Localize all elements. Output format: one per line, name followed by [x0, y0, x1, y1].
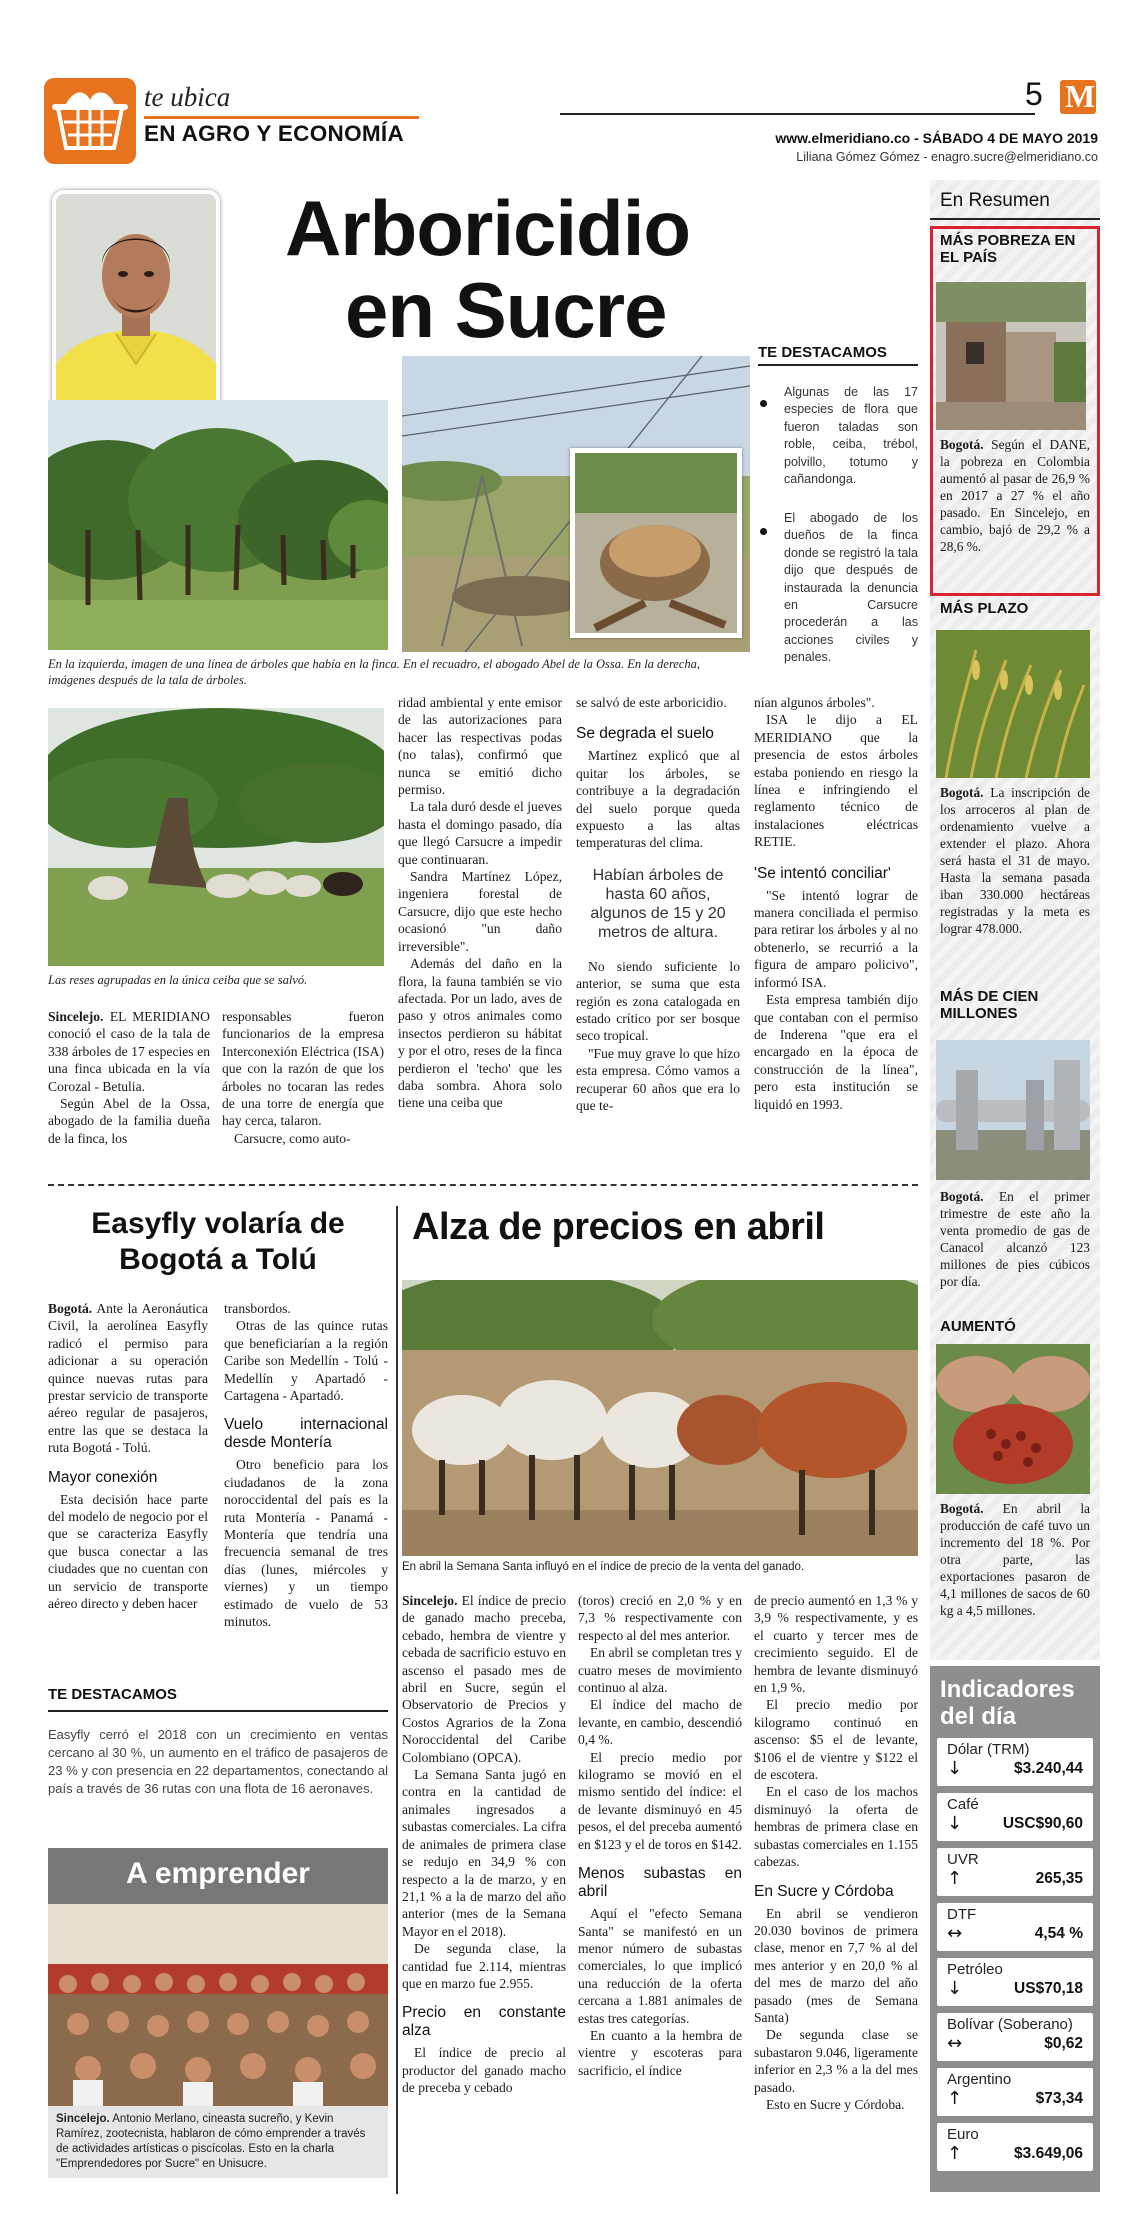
- easyfly-column-2: [224, 1300, 388, 1631]
- article-title-line2: en Sucre: [345, 266, 667, 354]
- slum-photo: [936, 282, 1086, 430]
- paragraph: En cuanto a la hembra de vientre y escoteras para sacrificio, el índice: [578, 2027, 742, 2078]
- paragraph: Otras de las quince rutas que beneficiarían a la región Caribe son Medellín - Tolú - Medellín y Apartadó - Cartagena - Apartadó.: [224, 1318, 388, 1404]
- subheading: Mayor conexión: [48, 1468, 158, 1486]
- paragraph: No siendo suficiente lo anterior, se suma que esta región es zona catalogada en estado crítico por ser bosque seco tropical.: [576, 958, 740, 1044]
- paragraph: se salvó de este arboricidio.: [576, 695, 727, 710]
- paragraph: ridad ambiental y ente emisor de las autorizaciones para hacer las respectivas podas (no talas), confirmó que nunca se emitió dicho permiso.: [398, 695, 562, 798]
- indicator-value: $3.649,06: [1014, 2145, 1083, 2162]
- paragraph: "Fue muy grave lo que hizo esta empresa. Cómo vamos a recuperar 60 años que era lo que te-: [576, 1045, 740, 1114]
- site-date: www.elmeridiano.co - SÁBADO 4 DE MAYO 2019: [775, 130, 1098, 146]
- paragraph: EL MERIDIANO conoció el caso de la tala de 338 árboles de 17 especies en una finca ubicada en la vía Corozal - Betulia.: [48, 1009, 210, 1094]
- article-column-1: [48, 1008, 210, 1147]
- indicator-row: [937, 1848, 1093, 1896]
- indicator-value: $3.240,44: [1014, 1760, 1083, 1777]
- alza-column-3: [754, 1592, 918, 2113]
- resumen-title: En Resumen: [940, 190, 1050, 211]
- easyfly-destacamos-heading: TE DESTACAMOS: [48, 1686, 177, 1703]
- indicator-value: US$70,18: [1014, 1980, 1083, 1997]
- resumen-text: [940, 784, 1090, 937]
- paragraph: Otro beneficio para los ciudadanos de la zona noroccidental del país es la ruta Montería - Panamá - Montería que tendría una frecuencia semanal de tres días (lunes, miércoles y viernes) y un tiempo estimado de vuelo de 53 minutos.: [224, 1457, 388, 1630]
- column-rule: [396, 1206, 398, 2194]
- paragraph: nían algunos árboles".: [754, 695, 875, 710]
- resumen-heading: MÁS PLAZO: [940, 600, 1029, 617]
- subheading: Menos subastas en abril: [578, 1865, 742, 1901]
- trend-flat-icon: ↔: [947, 2033, 963, 2054]
- indicator-row: [937, 1738, 1093, 1786]
- stump-inset-photo: [570, 448, 742, 638]
- gas-pipeline-photo: [936, 1040, 1090, 1180]
- trend-up-icon: ↑: [947, 1868, 963, 1889]
- article-column-5: [754, 694, 918, 1113]
- cattle-herd-photo: [402, 1280, 918, 1556]
- main-photo-caption: En la izquierda, imagen de una línea de árboles que había en la finca. En el recuadro, el abogado Abel de la Ossa. En la derecha, imágenes después de la tala de árboles.: [48, 657, 700, 687]
- cattle-ceiba-photo: [48, 708, 384, 966]
- cattle-caption: Las reses agrupadas en la única ceiba que se salvó.: [48, 973, 308, 987]
- resumen-text: [940, 1188, 1090, 1290]
- dateline: Bogotá.: [940, 785, 984, 800]
- article-column-4: [576, 694, 740, 1115]
- newspaper-logo-icon: [1060, 80, 1096, 114]
- caption-text: Antonio Merlano, cineasta sucreño, y Kevin Ramírez, zootecnista, hablaron de cómo emprender a través de actividades artísticas o piscícolas. Esto en la charla "Emprendedores por Sucre" en Unisucre.: [56, 2113, 366, 2170]
- paragraph: La tala duró desde el jueves hasta el domingo pasado, día que llegó Carsucre a impedir que continuaran.: [398, 799, 562, 867]
- subheading: Vuelo internacional desde Montería: [224, 1416, 388, 1452]
- audience-photo: [48, 1904, 388, 2106]
- indicator-name: Euro: [947, 2126, 979, 2143]
- destacamos-rule: [758, 364, 918, 366]
- indicator-name: UVR: [947, 1851, 979, 1868]
- trend-down-icon: ↓: [947, 1758, 963, 1779]
- coffee-photo: [936, 1344, 1090, 1494]
- paragraph: El índice de precio al productor del ganado macho de preceba y cebado: [402, 2045, 566, 2096]
- dateline: Bogotá.: [940, 1501, 984, 1516]
- trend-up-icon: ↑: [947, 2143, 963, 2164]
- indicator-row: [937, 1793, 1093, 1841]
- indicator-row: [937, 2068, 1093, 2116]
- indicator-name: Dólar (TRM): [947, 1741, 1030, 1758]
- emprender-title: A emprender: [126, 1857, 310, 1890]
- resumen-heading: MÁS DE CIEN MILLONES: [940, 988, 1039, 1022]
- paragraph: El índice de precio de ganado macho preceba, cebado, hembra de vientre y cebada de sacrificio estuvo en ascenso el pasado mes de abril en Sucre, según el Observatorio de Precios y Costos Agrarios de la Zona Noroccidental del Caribe Colombiano (OPCA).: [402, 1593, 566, 1765]
- dateline: Bogotá.: [940, 437, 984, 452]
- alza-column-1: [402, 1592, 566, 2097]
- paragraph: Además del daño en la flora, la fauna también se vio afectada. Por un lado, aves de paso y otros animales como insectos perdieron su hábitat y por el otro, reses de la finca perdieron el 'techo' que les daba sombra. Ahora solo tiene una ceiba que: [398, 956, 562, 1111]
- bullet-icon: [760, 528, 767, 535]
- paragraph: Esta decisión hace parte del modelo de negocio por el que se caracteriza Easyfly que busca conectar a las ciudades que no cuentan con un servicio de transporte aéreo directo y deben hacer: [48, 1491, 208, 1612]
- resumen-text: [940, 436, 1090, 555]
- resumen-title-rule: [930, 218, 1100, 220]
- destacamos-item-1: Algunas de las 17 especies de flora que fueron taladas son roble, ceiba, trébol, polvillo, totumo y cañandonga.: [784, 385, 918, 487]
- rice-photo: [936, 630, 1090, 778]
- paragraph: La Semana Santa jugó en contra en la cantidad de animales ingresados a subastas comerciales. La cifra de animales de primera clase se redujo en 34,9 % con respecto a la de marzo, y en 21,1 % a la de marzo del año anterior (mes de la Semana Mayor en el 2018).: [402, 1767, 566, 1939]
- indicator-value: $0,62: [1044, 2035, 1083, 2052]
- paragraph: Esta empresa también dijo que contaban con el permiso de Inderena "que era el encargado en la época de construcción de la línea", pero esta institución se liquidó en 1993.: [754, 992, 918, 1112]
- subheading: Se degrada el suelo: [576, 725, 714, 743]
- subheading: Precio en constante alza: [402, 2004, 566, 2040]
- indicator-value: $73,34: [1035, 2090, 1083, 2107]
- dateline: Sincelejo.: [56, 2113, 110, 2125]
- paragraph: Carsucre, como auto-: [234, 1130, 351, 1146]
- dateline: Sincelejo.: [48, 1009, 104, 1024]
- destacamos-heading: TE DESTACAMOS: [758, 344, 887, 361]
- paragraph: En el caso de los machos disminuyó la oferta de hembras de primera clase en subastas comerciales en 1.155 cabezas.: [754, 1784, 918, 1870]
- article-column-2: [222, 1008, 384, 1147]
- paragraph: transbordos.: [224, 1301, 291, 1316]
- resumen-heading: AUMENTÓ: [940, 1318, 1016, 1335]
- paragraph: Esto en Sucre y Córdoba.: [766, 2096, 905, 2112]
- indicadores-list: [937, 1738, 1093, 2188]
- paragraph: De segunda clase se subastaron 9.046, ligeramente inferior en 2,3 % a la del mes pasado.: [754, 2027, 918, 2095]
- paragraph: Aquí el "efecto Semana Santa" se manifestó en un menor número de subastas comerciales, lo que implicó una reducción de la oferta cercana a 1.881 animales de estas tres categorías.: [578, 1906, 742, 2026]
- section-title: EN AGRO Y ECONOMÍA: [144, 121, 405, 146]
- indicator-name: Argentino: [947, 2071, 1012, 2088]
- alza-caption: En abril la Semana Santa influyó en el índice de precio de la venta del ganado.: [402, 1561, 805, 1573]
- paragraph: Sandra Martínez López, ingeniera forestal de Carsucre, dijo que este hecho ocasionó "un daño irreversible".: [398, 869, 562, 954]
- indicator-row: [937, 1958, 1093, 2006]
- section-kicker: te ubica: [144, 82, 231, 112]
- subheading: 'Se intentó conciliar': [754, 864, 891, 882]
- page-number: 5: [1025, 76, 1043, 112]
- paragraph: En abril se vendieron 20.030 bovinos de primera clase, menor en 7,7 % al del mes anterior y en 20,0 % al del mes de marzo del año pasado (mes de Semana Santa): [754, 1905, 918, 2025]
- easyfly-destacamos-text: Easyfly cerró el 2018 con un crecimiento en ventas cercano al 30 %, un aumento en el tráfico de pasajeros de 23 % y con presencia en 22 departamentos, conectando al país a través de 36 rutas con una flota de 16 aeronaves.: [48, 1727, 388, 1796]
- bullet-icon: [760, 400, 767, 407]
- trend-down-icon: ↓: [947, 1978, 963, 1999]
- easyfly-title: Easyfly volaría de Bogotá a Tolú: [91, 1207, 345, 1276]
- easyfly-column-1: [48, 1300, 208, 1613]
- section-logo-icon: [44, 78, 136, 164]
- paragraph: (toros) creció en 2,0 % y en 7,3 % respectivamente con respecto al del mes anterior.: [578, 1593, 742, 1643]
- indicadores-title: Indicadores del día: [940, 1676, 1075, 1730]
- indicator-row: [937, 2123, 1093, 2171]
- article-title-line1: Arboricidio: [285, 184, 691, 272]
- indicator-value: USC$90,60: [1002, 1815, 1083, 1832]
- alza-title: Alza de precios en abril: [412, 1206, 825, 1248]
- indicator-value: 265,35: [1035, 1870, 1083, 1887]
- section-rule: [144, 116, 419, 119]
- paragraph: "Se intentó lograr de manera conciliada el permiso para retirar los árboles y al no obtenerlo, se recurrió a la figura de amparo policivo", informó ISA.: [754, 887, 918, 990]
- trend-down-icon: ↓: [947, 1813, 963, 1834]
- paragraph: El precio medio por kilogramo se movió en el mismo sentido del índice: el de levante disminuyó en 45 pesos, el del preceba aumentó en $123 y el de toros en $142.: [578, 1749, 742, 1852]
- paragraph: El índice del macho de levante, en cambio, descendió 0,4 %.: [578, 1697, 742, 1748]
- paragraph: El precio medio por kilogramo continuó en ascenso: $5 el de levante, $106 el de vientre y $122 el de escotera.: [754, 1697, 918, 1783]
- paragraph: Martínez explicó que al quitar los árboles, se contribuye a la degradación del suelo porque queda expuesto a las altas temperaturas del clima.: [576, 748, 740, 851]
- logo-letter: M: [1065, 78, 1096, 114]
- resumen-heading: MÁS POBREZA EN EL PAÍS: [940, 232, 1076, 266]
- resumen-body: En el primer trimestre de este año la venta promedio de gas de Canacol alcanzó 123 millones de pies cúbicos por día.: [940, 1189, 1090, 1289]
- header-top-rule: [560, 113, 1035, 115]
- indicator-name: Café: [947, 1796, 979, 1813]
- resumen-body: Según el DANE, la pobreza en Colombia aumentó al pasar de 26,9 % en 2017 a 27 % el año pasado. En Sincelejo, en cambio, bajó de 29,2 % a 28,6 %.: [940, 437, 1090, 554]
- paragraph: Ante la Aeronáutica Civil, la aerolínea Easyfly radicó el permiso para adicionar a su operación quince nuevas rutas para prestar servicio de transporte aéreo regular de pasajeros, entre las que se destaca la ruta Bogotá - Tolú.: [48, 1301, 208, 1456]
- indicator-row: [937, 1903, 1093, 1951]
- alza-column-2: [578, 1592, 742, 2079]
- dateline: Sincelejo.: [402, 1593, 458, 1608]
- pull-quote: Habían árboles de hasta 60 años, algunos de 15 y 20 metros de altura.: [590, 866, 726, 941]
- tree-line-photo: [48, 400, 388, 650]
- destacamos-item-2: El abogado de los dueños de la finca donde se registró la tala dijo que después de instaurada la denuncia en Carsucre procederán a las acciones civiles y penales.: [784, 511, 918, 665]
- paragraph: responsables fueron funcionarios de la empresa Interconexión Eléctrica (ISA) que con la razón de que los árboles no tocaran las redes de una torre de energía que hay cerca, talaron.: [222, 1009, 384, 1129]
- paragraph: De segunda clase, la cantidad fue 2.114, mientras que en marzo fue 2.955.: [402, 1941, 566, 1991]
- indicator-name: DTF: [947, 1906, 977, 1923]
- resumen-body: La inscripción de los arroceros al plan de ordenamiento vuelve a extender el plazo. Ahora será hasta el 31 de mayo. Hasta la semana pasada iban 330.000 hectáreas registradas y la meta es lograr 478.000.: [940, 785, 1090, 936]
- resumen-body: En abril la producción de café tuvo un incremento del 18 %. Por otra parte, las exportaciones pasaron de 4,1 millones de sacos de 60 kg a 4,5 millones.: [940, 1501, 1090, 1618]
- indicator-name: Bolívar (Soberano): [947, 2016, 1073, 2033]
- paragraph: de precio aumentó en 1,3 % y 3,9 % respectivamente, y es el cuarto y tercer mes de crecimiento seguido. El de hembra de levante disminuyó en 1,9 %.: [754, 1593, 918, 1696]
- emprender-caption: [56, 2112, 380, 2172]
- indicator-row: [937, 2013, 1093, 2061]
- lawyer-portrait: [52, 190, 220, 412]
- subheading: En Sucre y Córdoba: [754, 1882, 894, 1900]
- paragraph: Según Abel de la Ossa, abogado de la familia dueña de la finca, los: [48, 1096, 210, 1146]
- article-column-3: [398, 694, 562, 1112]
- paragraph: ISA le dijo a EL MERIDIANO que la presencia de estos árboles estaba poniendo en riesgo la línea e infringiendo el reglamento técnico de instalaciones eléctricas RETIE.: [754, 712, 918, 850]
- author-email: Liliana Gómez Gómez - enagro.sucre@elmeridiano.co: [796, 150, 1098, 164]
- indicator-name: Petróleo: [947, 1961, 1003, 1978]
- dateline: Bogotá.: [940, 1189, 984, 1204]
- trend-flat-icon: ↔: [947, 1923, 963, 1944]
- paragraph: En abril se completan tres y cuatro meses de movimiento continuo al alza.: [578, 1645, 742, 1696]
- resumen-text: [940, 1500, 1090, 1619]
- dateline: Bogotá.: [48, 1301, 93, 1316]
- indicator-value: 4,54 %: [1034, 1925, 1083, 1942]
- trend-up-icon: ↑: [947, 2088, 963, 2109]
- easyfly-destacamos-rule: [48, 1710, 388, 1712]
- section-divider: [48, 1184, 918, 1186]
